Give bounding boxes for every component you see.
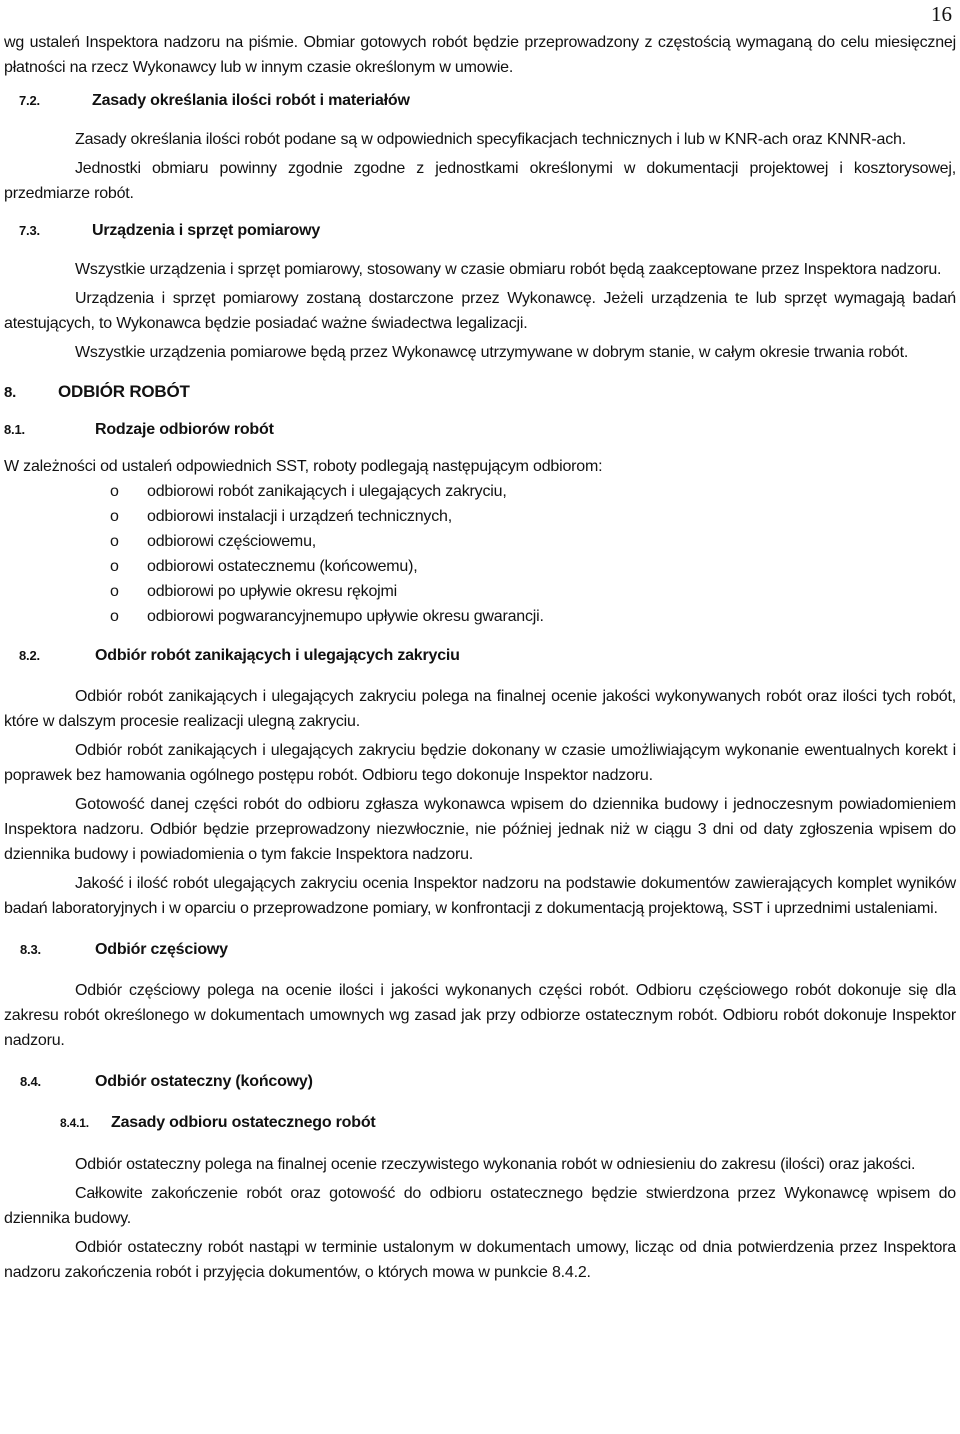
paragraph: Odbiór ostateczny polega na finalnej ocenie rzeczywistego wykonania robót w odniesieniu do zakresu (ilości) oraz jakości. [75,1156,916,1173]
bullet-icon: o [110,483,119,500]
paragraph: Urządzenia i sprzęt pomiarowy zostaną dostarczone przez Wykonawcę. Jeżeli urządzenia te lub sprzęt wymagają badań atestujących, to Wykonawca będzie posiadać ważne świadectwa legalizacji. [4,290,956,332]
section-number: 8.4.1. [60,1116,89,1130]
section-number: 8.3. [20,942,41,957]
paragraph: Wszystkie urządzenia i sprzęt pomiarowy, stosowany w czasie obmiaru robót będą zaakceptowane przez Inspektora nadzoru. [75,261,942,278]
paragraph: Odbiór częściowy polega na ocenie ilości i jakości wykonanych części robót. Odbioru częściowego robót dokonuje się dla zakresu robót określonego w dokumentach umownych wg zasad jak przy odbiorze ostatecznym robót. Odbioru robót dokonuje Inspektor nadzoru. [4,982,956,1049]
list-item: o odbiorowi robót zanikających i ulegających zakryciu, [4,479,956,504]
section-title: Odbiór robót zanikających i ulegających zakryciu [95,647,460,664]
paragraph: Zasady określania ilości robót podane są w odpowiednich specyfikacjach technicznych i lub w KNR-ach oraz KNNR-ach. [75,131,906,148]
section-title: ODBIÓR ROBÓT [58,382,190,401]
section-7-3-heading [4,218,956,243]
list-item: o odbiorowi po upływie okresu rękojmi [4,579,956,604]
section-title: Odbiór częściowy [95,941,228,958]
paragraph: Całkowite zakończenie robót oraz gotowość do odbioru ostatecznego będzie stwierdzona przez Wykonawcę wpisem do dziennika budowy. [4,1185,956,1227]
document-content [4,30,956,1285]
section-title: Odbiór ostateczny (końcowy) [95,1073,313,1090]
list-item: o odbiorowi instalacji i urządzeń technicznych, [4,504,956,529]
paragraph: Odbiór robót zanikających i ulegających zakryciu polega na finalnej ocenie jakości wykonywanych robót oraz ilości tych robót, które w dalszym procesie realizacji ulegną zakryciu. [4,688,956,730]
section-number: 7.2. [19,93,40,108]
section-8-3-heading [4,937,956,962]
list-item: o odbiorowi pogwarancyjnemupo upływie okresu gwarancji. [4,604,956,629]
paragraph: Odbiór ostateczny robót nastąpi w terminie ustalonym w dokumentach umowy, licząc od dnia potwierdzenia przez Inspektora nadzoru zakończenia robót i przyjęcia dokumentów, o których mowa w punkcie 8.4.2. [4,1239,956,1281]
section-8-4-1-heading [4,1110,956,1136]
bullet-icon: o [110,558,119,575]
bullet-icon: o [110,508,119,525]
acceptance-types-list [4,479,956,629]
page-number: 16 [931,2,952,26]
section-title: Zasady odbioru ostatecznego robót [111,1114,376,1131]
section-8-heading [4,379,956,405]
paragraph: Gotowość danej części robót do odbioru zgłasza wykonawca wpisem do dziennika budowy i jednoczesnym powiadomieniem Inspektora nadzoru. Odbiór będzie przeprowadzony niezwłocznie, nie później jednak niż w ciągu 3 dni od daty zgłoszenia wpisem do dziennika budowy i powiadomienia o tym fakcie Inspektora nadzoru. [4,796,956,863]
bullet-icon: o [110,583,119,600]
list-intro: W zależności od ustaleń odpowiednich SST, roboty podlegają następującym odbiorom: [4,458,603,475]
list-item: o odbiorowi ostatecznemu (końcowemu), [4,554,956,579]
bullet-icon: o [110,608,119,625]
section-7-2-heading [4,88,956,113]
paragraph: Jakość i ilość robót ulegających zakryciu ocenia Inspektor nadzoru na podstawie dokumentów zawierających komplet wyników badań laboratoryjnych i w oparciu o przeprowadzone pomiary, w konfrontacji z dokumentacją projektową, SST i uprzednimi ustaleniami. [4,875,956,917]
list-item: o odbiorowi częściowemu, [4,529,956,554]
section-number: 8.4. [20,1074,41,1089]
section-8-1-heading [4,417,956,442]
section-title: Zasady określania ilości robót i materiałów [92,92,410,109]
bullet-icon: o [110,533,119,550]
section-number: 8.1. [4,422,25,437]
paragraph: Odbiór robót zanikających i ulegających zakryciu będzie dokonany w czasie umożliwiającym wykonanie ewentualnych korekt i poprawek bez hamowania ogólnego postępu robót. Odbioru tego dokonuje Inspektor nadzoru. [4,742,956,784]
intro-paragraph: wg ustaleń Inspektora nadzoru na piśmie. Obmiar gotowych robót będzie przeprowadzony z częstością wymaganą do celu miesięcznej płatności na rzecz Wykonawcy lub w innym czasie określonym w umowie. [4,34,956,76]
paragraph: Wszystkie urządzenia pomiarowe będą przez Wykonawcę utrzymywane w dobrym stanie, w całym okresie trwania robót. [75,344,909,361]
section-8-2-heading [4,643,956,668]
section-8-4-heading [4,1069,956,1094]
section-number: 7.3. [19,223,40,238]
section-number: 8. [4,384,17,401]
section-title: Rodzaje odbiorów robót [95,421,274,438]
section-title: Urządzenia i sprzęt pomiarowy [92,222,321,239]
paragraph: Jednostki obmiaru powinny zgodnie zgodne z jednostkami określonymi w dokumentacji projektowej i kosztorysowej, przedmiarze robót. [4,160,956,202]
section-number: 8.2. [19,648,40,663]
document-page [4,0,956,1434]
